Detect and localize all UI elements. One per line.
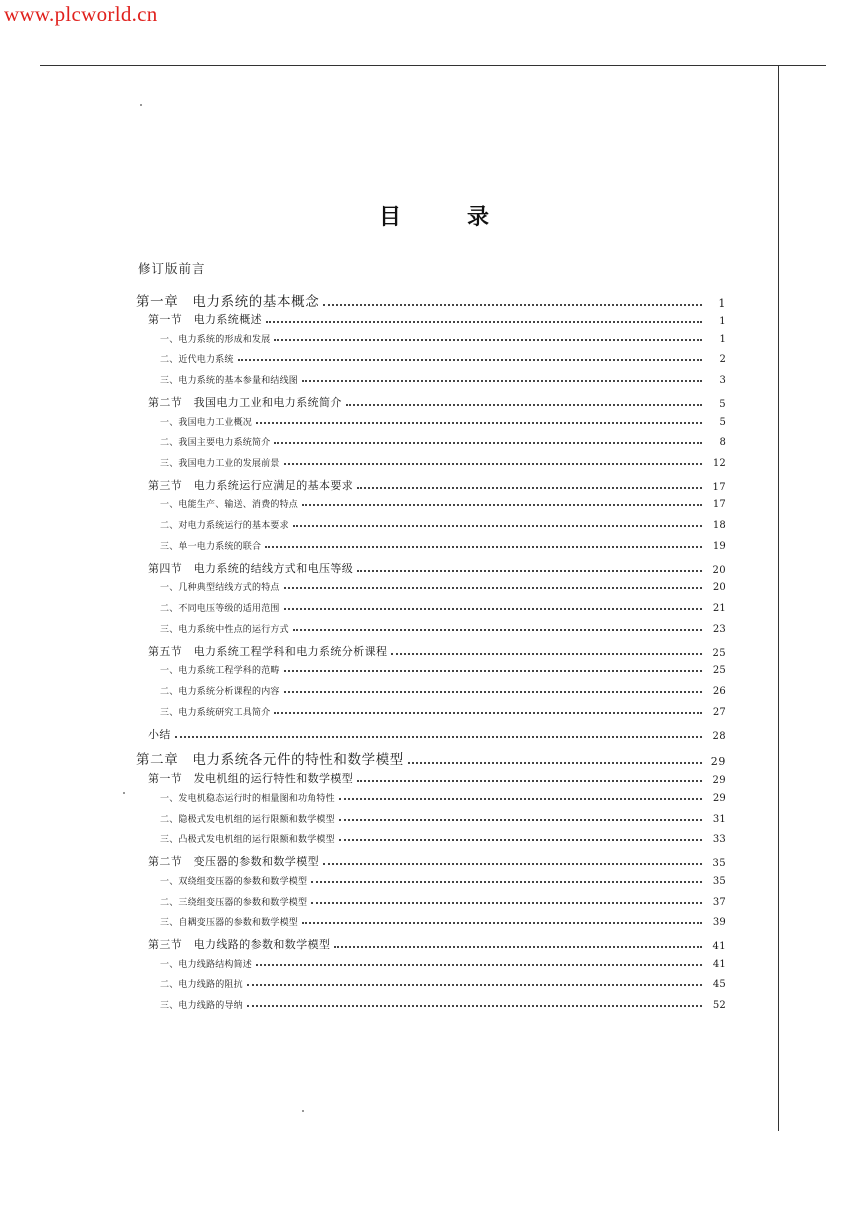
page-number: 52: [712, 1000, 726, 1011]
section-entry: [148, 936, 726, 952]
section-entry: [148, 560, 726, 576]
subsection-entry: [160, 791, 726, 804]
title-char-right: 录: [467, 204, 490, 230]
subsection-entry: [160, 373, 726, 386]
page-number: 29: [712, 793, 726, 804]
dot-leader: [284, 607, 702, 610]
dot-leader: [238, 358, 702, 361]
subsection-entry: [160, 435, 726, 448]
subsection-entry: [160, 977, 726, 990]
page-number: 35: [712, 876, 726, 887]
dot-leader: [293, 628, 702, 631]
page-number: 25: [712, 648, 726, 659]
subsection-entry: [160, 622, 726, 635]
page-number: 23: [712, 624, 726, 635]
page-number: 1: [718, 297, 726, 310]
page-number: 35: [712, 858, 726, 869]
page-number: 29: [710, 755, 726, 768]
page-number: 37: [712, 897, 726, 908]
dot-leader: [175, 735, 702, 738]
page-number: 17: [712, 499, 726, 510]
entry-title: 第三节 电力线路的参数和数学模型: [148, 938, 331, 951]
chapter-entry: [136, 748, 726, 768]
dot-leader: [357, 486, 702, 489]
page-number: 25: [712, 665, 726, 676]
entry-title: 第二节 变压器的参数和数学模型: [148, 855, 319, 868]
dot-leader: [256, 421, 702, 424]
page-number: 20: [712, 582, 726, 593]
section-entry: [148, 394, 726, 410]
section-entry: [148, 477, 726, 493]
entry-title: 一、我国电力工业概况: [160, 418, 253, 428]
subsection-entry: [160, 497, 726, 510]
watermark-url: www.plcworld.cn: [4, 2, 158, 26]
entry-title: 第三节 电力系统运行应满足的基本要求: [148, 479, 354, 492]
subsection-entry: [160, 518, 726, 531]
dot-leader: [256, 963, 702, 966]
dot-leader: [323, 862, 702, 865]
dot-leader: [284, 586, 702, 589]
entry-title: 三、电力系统的基本参量和结线图: [160, 376, 299, 386]
dot-leader: [408, 761, 702, 764]
dot-leader: [302, 503, 702, 506]
subsection-entry: [160, 874, 726, 887]
page-number: 39: [712, 917, 726, 928]
subsection-entry: [160, 332, 726, 345]
entry-title: 一、电力系统的形成和发展: [160, 335, 271, 345]
dot-leader: [357, 779, 702, 782]
page-number: 28: [712, 731, 726, 742]
page-number: 20: [712, 565, 726, 576]
dot-leader: [339, 797, 702, 800]
dot-leader: [311, 880, 702, 883]
entry-title: 第四节 电力系统的结线方式和电压等级: [148, 562, 354, 575]
section-entry: [148, 726, 726, 742]
dot-leader: [247, 1004, 702, 1007]
page-number: 2: [719, 354, 726, 365]
entry-title: 二、近代电力系统: [160, 355, 234, 365]
page-number: 41: [712, 959, 726, 970]
subsection-entry: [160, 456, 726, 469]
entry-title: 第一章 电力系统的基本概念: [136, 294, 320, 310]
entry-title: 三、电力线路的导纳: [160, 1001, 243, 1011]
dot-leader: [346, 403, 702, 406]
entry-title: 一、电力系统工程学科的范畴: [160, 666, 280, 676]
subsection-entry: [160, 998, 726, 1011]
entry-title: 二、我国主要电力系统简介: [160, 438, 271, 448]
subsection-entry: [160, 915, 726, 928]
chapter-entry: [136, 290, 726, 310]
entry-title: 小结: [148, 728, 171, 741]
page-number: 5: [719, 399, 726, 410]
dot-leader: [274, 711, 702, 714]
subsection-entry: [160, 832, 726, 845]
page-number: 45: [712, 979, 726, 990]
entry-title: 三、单一电力系统的联合: [160, 542, 262, 552]
title-char-left: 目: [379, 204, 402, 230]
page-number: 19: [712, 541, 726, 552]
subsection-entry: [160, 539, 726, 552]
page-number: 5: [719, 417, 726, 428]
entry-title: 第一节 发电机组的运行特性和数学模型: [148, 772, 354, 785]
dot-leader: [302, 379, 702, 382]
page-number: 29: [712, 775, 726, 786]
entry-title: 二、三绕组变压器的参数和数学模型: [160, 898, 308, 908]
page-number: 21: [712, 603, 726, 614]
page-number: 18: [712, 520, 726, 531]
entry-title: 第一节 电力系统概述: [148, 313, 262, 326]
subsection-entry: [160, 812, 726, 825]
entry-title: 三、电力系统中性点的运行方式: [160, 625, 289, 635]
preface-entry: 修订版前言: [138, 261, 206, 276]
dot-leader: [274, 441, 702, 444]
section-entry: [148, 853, 726, 869]
page-number: 33: [712, 834, 726, 845]
entry-title: 二、隐极式发电机组的运行限额和数学模型: [160, 815, 335, 825]
entry-title: 一、双绕组变压器的参数和数学模型: [160, 877, 308, 887]
page-number: 12: [712, 458, 726, 469]
dot-leader: [334, 945, 702, 948]
dot-leader: [391, 652, 702, 655]
dot-leader: [339, 838, 702, 841]
page-number: 41: [712, 941, 726, 952]
dot-leader: [339, 818, 702, 821]
dot-leader: [284, 462, 702, 465]
section-entry: [148, 311, 726, 327]
page-number: 31: [712, 814, 726, 825]
section-entry: [148, 770, 726, 786]
entry-title: 三、电力系统研究工具简介: [160, 708, 271, 718]
entry-title: 二、电力线路的阻抗: [160, 980, 243, 990]
entry-title: 三、我国电力工业的发展前景: [160, 459, 280, 469]
subsection-entry: [160, 415, 726, 428]
entry-title: 一、电能生产、输送、消费的特点: [160, 500, 299, 510]
subsection-entry: [160, 601, 726, 614]
subsection-entry: [160, 684, 726, 697]
dot-leader: [323, 303, 702, 306]
dot-leader: [302, 921, 702, 924]
page-number: 3: [719, 375, 726, 386]
page-number: 26: [712, 686, 726, 697]
subsection-entry: [160, 705, 726, 718]
dot-leader: [293, 524, 702, 527]
entry-title: 一、发电机稳态运行时的相量图和功角特性: [160, 794, 335, 804]
entry-title: 第二章 电力系统各元件的特性和数学模型: [136, 752, 404, 768]
page-number: 1: [719, 316, 726, 327]
entry-title: 二、不同电压等级的适用范围: [160, 604, 280, 614]
subsection-entry: [160, 352, 726, 365]
section-entry: [148, 643, 726, 659]
dot-leader: [357, 569, 702, 572]
subsection-entry: [160, 663, 726, 676]
dot-leader: [311, 901, 702, 904]
dot-leader: [284, 669, 702, 672]
subsection-entry: [160, 957, 726, 970]
dot-leader: [247, 983, 702, 986]
dot-leader: [284, 690, 702, 693]
page-number: 17: [712, 482, 726, 493]
page-number: 8: [719, 437, 726, 448]
entry-title: 第二节 我国电力工业和电力系统简介: [148, 396, 342, 409]
dot-leader: [266, 320, 702, 323]
entry-title: 一、几种典型结线方式的特点: [160, 583, 280, 593]
subsection-entry: [160, 895, 726, 908]
page-number: 27: [712, 707, 726, 718]
dot-leader: [274, 338, 702, 341]
entry-title: 第五节 电力系统工程学科和电力系统分析课程: [148, 645, 388, 658]
entry-title: 二、对电力系统运行的基本要求: [160, 521, 289, 531]
entry-title: 三、自耦变压器的参数和数学模型: [160, 918, 299, 928]
entry-title: 三、凸极式发电机组的运行限额和数学模型: [160, 835, 335, 845]
dot-leader: [265, 545, 702, 548]
page-number: 1: [719, 334, 726, 345]
entry-title: 一、电力线路结构简述: [160, 960, 253, 970]
subsection-entry: [160, 580, 726, 593]
entry-title: 二、电力系统分析课程的内容: [160, 687, 280, 697]
